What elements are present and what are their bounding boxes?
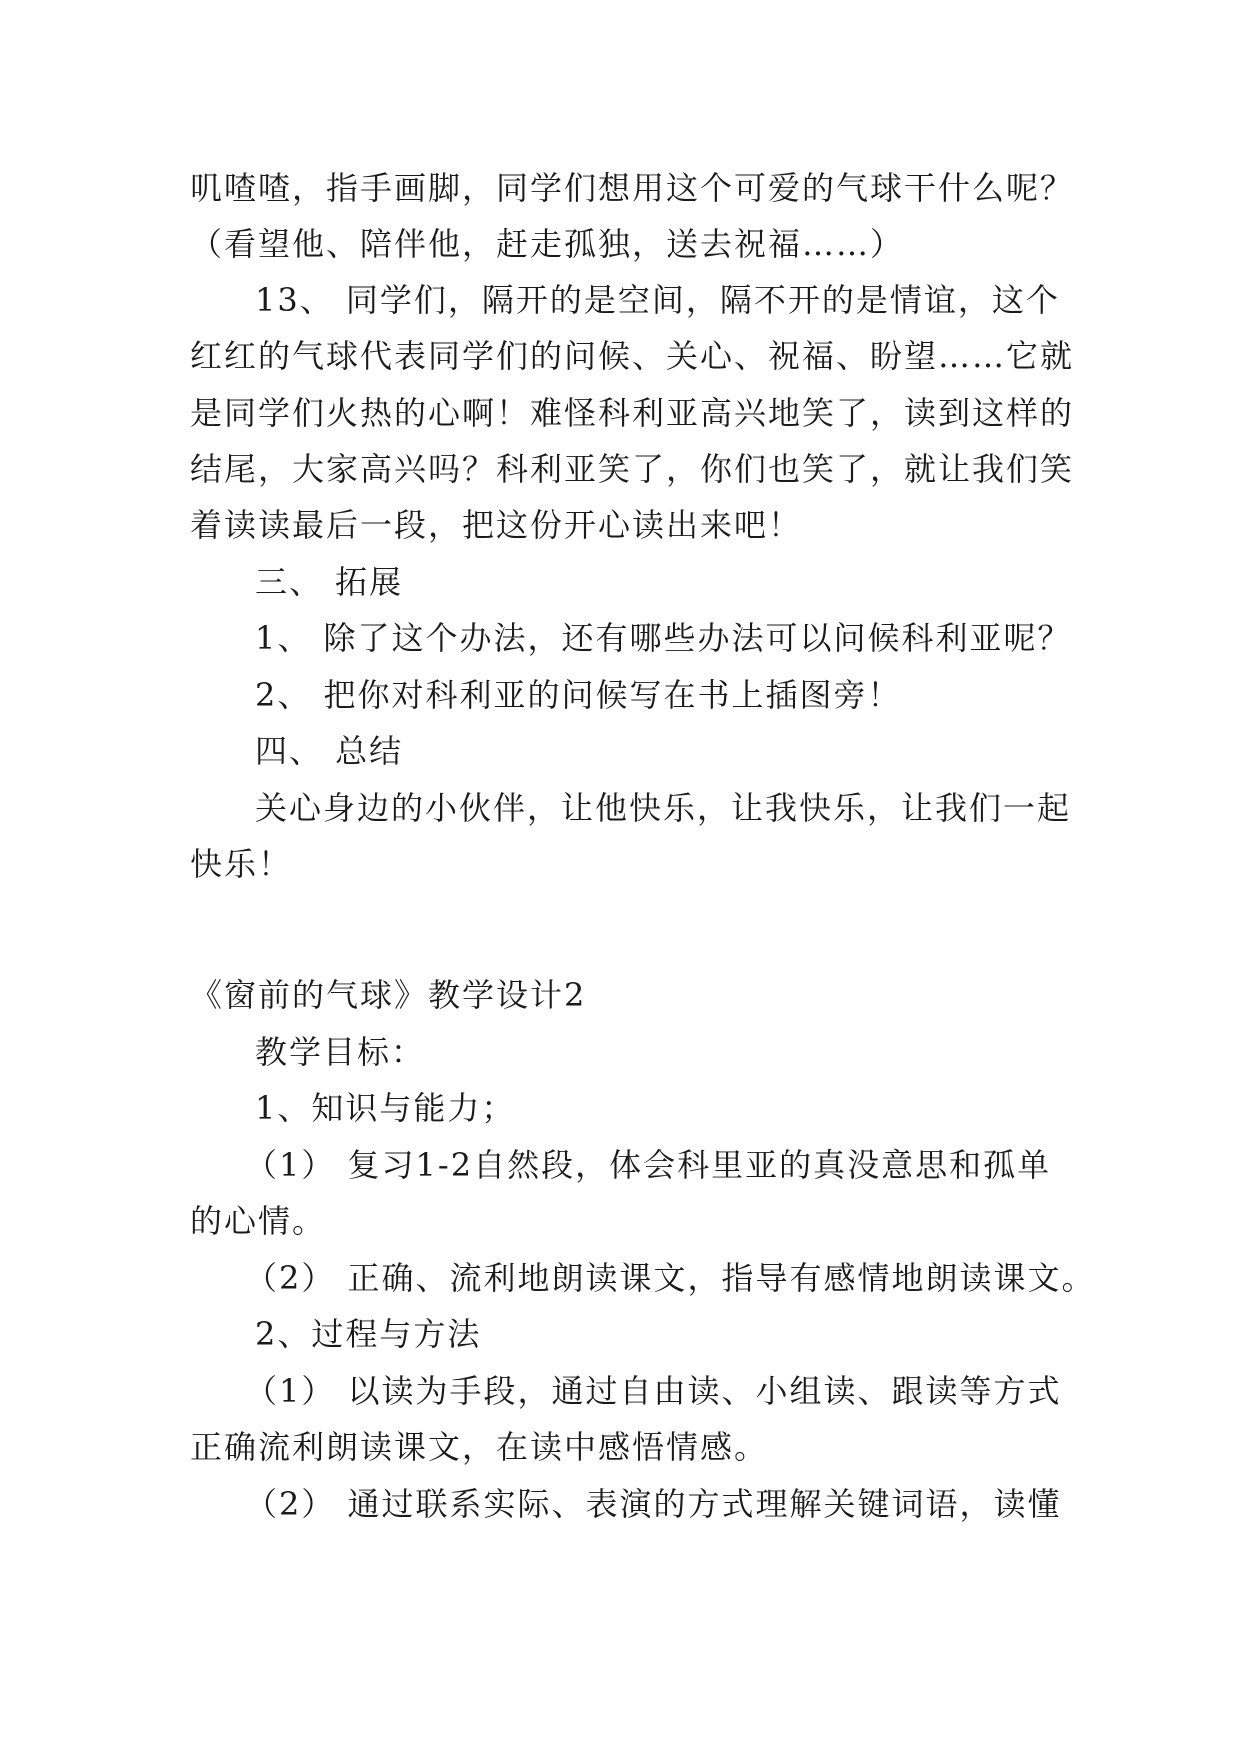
- list-item: （2） 正确、流利地朗读课文，指导有感情地朗读课文。: [245, 1259, 1096, 1297]
- paragraph-line: 13、 同学们，隔开的是空间，隔不开的是情谊，这个: [255, 281, 1060, 319]
- section-heading: 四、 总结: [255, 732, 404, 770]
- subsection-heading: 1、知识与能力；: [255, 1089, 516, 1127]
- subsection-heading: 2、过程与方法: [255, 1315, 482, 1353]
- list-item: 1、 除了这个办法，还有哪些办法可以问候科利亚呢？: [255, 619, 1072, 657]
- paragraph-line: 是同学们火热的心啊！难怪科利亚高兴地笑了，读到这样的: [190, 394, 1075, 432]
- list-item: （1） 复习1-2自然段，体会科里亚的真没意思和孤单: [245, 1146, 1052, 1184]
- list-item: （1） 以读为手段，通过自由读、小组读、跟读等方式: [245, 1372, 1062, 1410]
- paragraph-line: （看望他、陪伴他，赶走孤独，送去祝福……）: [190, 225, 905, 263]
- paragraph-line: 着读读最后一段，把这份开心读出来吧！: [190, 506, 803, 544]
- paragraph-line: 叽喳喳，指手画脚，同学们想用这个可爱的气球干什么呢？: [190, 169, 1075, 207]
- paragraph-line: 正确流利朗读课文，在读中感悟情感。: [190, 1428, 769, 1466]
- paragraph-line: 红红的气球代表同学们的问候、关心、祝福、盼望……它就: [190, 337, 1075, 375]
- paragraph-line: 关心身边的小伙伴，让他快乐，让我快乐，让我们一起: [255, 789, 1072, 827]
- list-item: 2、 把你对科利亚的问候写在书上插图旁！: [255, 676, 902, 714]
- document-title: 《窗前的气球》教学设计2: [190, 976, 587, 1014]
- section-heading: 三、 拓展: [255, 563, 404, 601]
- list-item: （2） 通过联系实际、表演的方式理解关键词语，读懂: [245, 1485, 1062, 1523]
- section-heading: 教学目标：: [255, 1033, 426, 1071]
- paragraph-line: 的心情。: [190, 1202, 327, 1240]
- paragraph-line: 快乐！: [190, 845, 293, 883]
- paragraph-line: 结尾，大家高兴吗？科利亚笑了，你们也笑了，就让我们笑: [190, 450, 1075, 488]
